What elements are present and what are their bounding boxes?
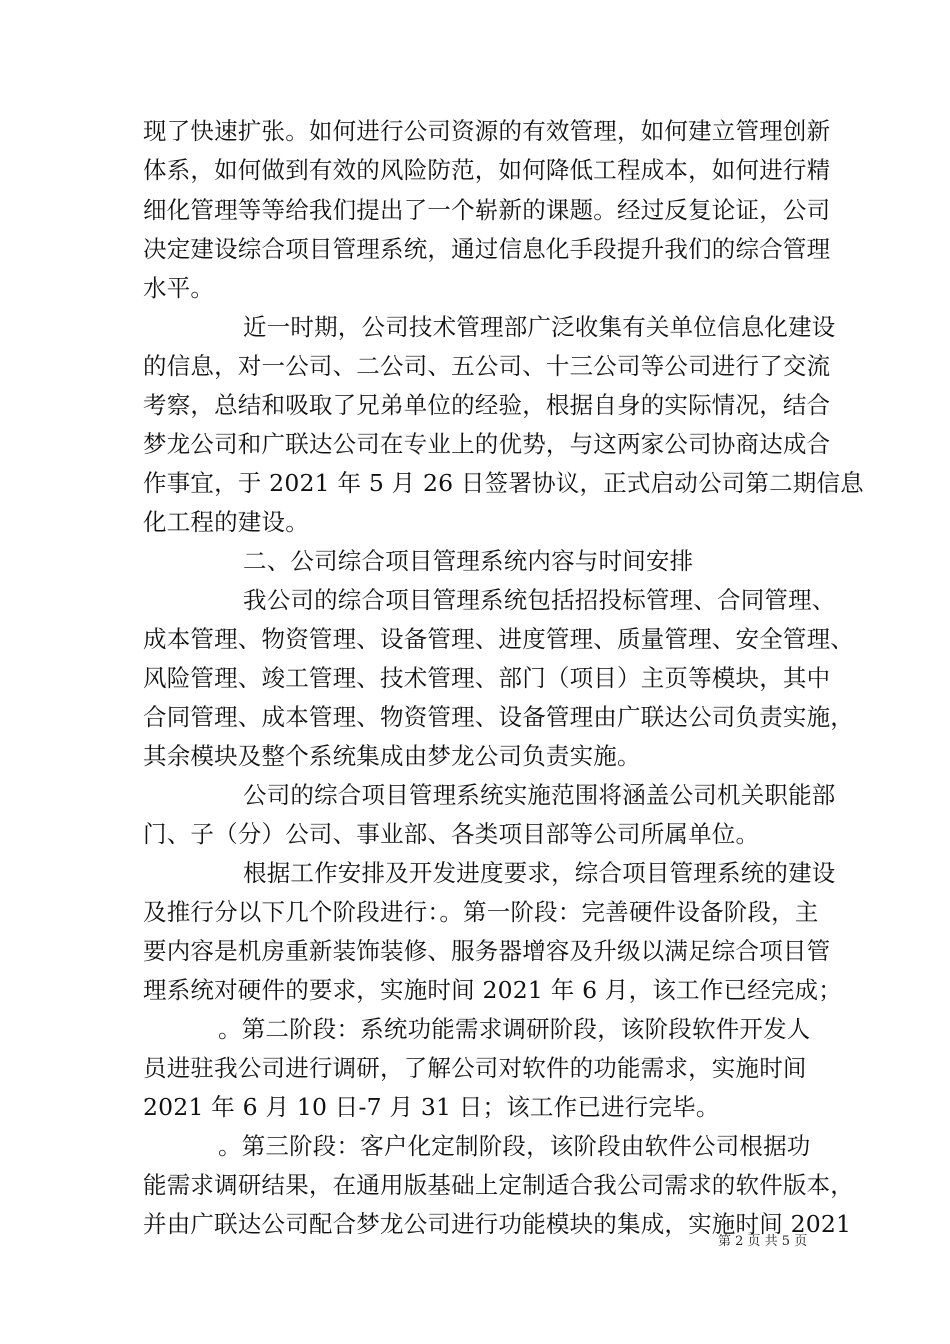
body-text-line: 决定建设综合项目管理系统，通过信息化手段提升我们的综合管理 <box>143 235 831 263</box>
body-text-line: 考察，总结和吸取了兄弟单位的经验，根据自身的实际情况，结合 <box>143 391 831 419</box>
body-text-line: 员进驻我公司进行调研，了解公司对软件的功能需求，实施时间 <box>143 1054 807 1082</box>
paragraph-first-line: 根据工作安排及开发进度要求，综合项目管理系统的建设 <box>243 859 836 887</box>
paragraph-first-line: 。第三阶段：客户化定制阶段，该阶段由软件公司根据功 <box>218 1132 811 1160</box>
body-text-line: 及推行分以下几个阶段进行：。第一阶段：完善硬件设备阶段，主 <box>143 898 819 926</box>
paragraph-first-line: 近一时期，公司技术管理部广泛收集有关单位信息化建设 <box>243 313 836 341</box>
body-text-line: 合同管理、成本管理、物资管理、设备管理由广联达公司负责实施， <box>143 703 854 731</box>
body-text-line: 能需求调研结果，在通用版基础上定制适合我公司需求的软件版本， <box>143 1171 854 1199</box>
body-text-line: 成本管理、物资管理、设备管理、进度管理、质量管理、安全管理、 <box>143 625 854 653</box>
section-heading: 二、公司综合项目管理系统内容与时间安排 <box>243 547 694 575</box>
body-text-line: 门、子（分）公司、事业部、各类项目部等公司所属单位。 <box>143 820 760 848</box>
body-text-line: 其余模块及整个系统集成由梦龙公司负责实施。 <box>143 742 641 770</box>
body-text-line: 2021 年 6 月 10 日-7 月 31 日；该工作已进行完毕。 <box>143 1093 720 1121</box>
body-text-line: 化工程的建设。 <box>143 508 309 536</box>
body-text-line: 体系，如何做到有效的风险防范，如何降低工程成本，如何进行精 <box>143 156 831 184</box>
body-text-line: 理系统对硬件的要求，实施时间 2021 年 6 月，该工作已经完成； <box>143 976 842 1004</box>
body-text-line: 要内容是机房重新装饰装修、服务器增容及升级以满足综合项目管 <box>143 937 831 965</box>
body-text-line: 并由广联达公司配合梦龙公司进行功能模块的集成，实施时间 2021 <box>143 1210 852 1238</box>
body-text-line: 水平。 <box>143 274 215 302</box>
page-number-footer: 第 2 页 共 5 页 <box>718 1234 808 1249</box>
body-text-line: 作事宜，于 2021 年 5 月 26 日签署协议，正式启动公司第二期信息 <box>143 469 864 497</box>
body-text-line: 风险管理、竣工管理、技术管理、部门（项目）主页等模块，其中 <box>143 664 831 692</box>
body-text-line: 现了快速扩张。如何进行公司资源的有效管理，如何建立管理创新 <box>143 117 831 145</box>
paragraph-first-line: 。第二阶段：系统功能需求调研阶段，该阶段软件开发人 <box>218 1015 811 1043</box>
body-text-line: 梦龙公司和广联达公司在专业上的优势，与这两家公司协商达成合 <box>143 430 831 458</box>
paragraph-first-line: 我公司的综合项目管理系统包括招投标管理、合同管理、 <box>243 586 836 614</box>
paragraph-first-line: 公司的综合项目管理系统实施范围将涵盖公司机关职能部 <box>243 781 836 809</box>
body-text-line: 的信息，对一公司、二公司、五公司、十三公司等公司进行了交流 <box>143 352 831 380</box>
body-text-line: 细化管理等等给我们提出了一个崭新的课题。经过反复论证，公司 <box>143 196 831 224</box>
